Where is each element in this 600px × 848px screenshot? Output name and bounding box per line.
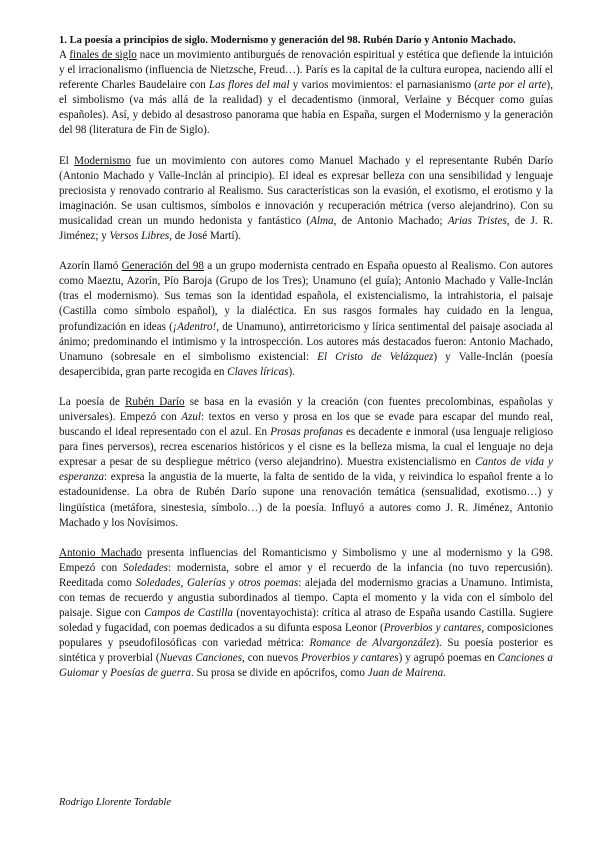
work-title: ¡Adentro! [172, 320, 217, 333]
work-title: Romance de Alvargonzález [309, 637, 436, 650]
term-ruben-dario: Rubén Darío [125, 395, 185, 408]
work-title: Claves líricas [227, 365, 289, 378]
work-title: arte por el arte [477, 79, 547, 92]
work-title: Alma [310, 214, 334, 227]
work-title: Versos Libres [109, 230, 170, 243]
work-title: Campos de Castilla [144, 607, 233, 620]
work-title: Soledades [123, 561, 168, 574]
work-title: El Cristo de Velázquez [317, 350, 434, 363]
term-antonio-machado: Antonio Machado [59, 546, 142, 559]
work-title: Prosas profanas [270, 426, 343, 439]
term-generacion-98: Generación del 98 [121, 260, 204, 273]
work-title: Nuevas Canciones [159, 652, 243, 665]
work-title: Canciones a Guiomar [59, 652, 553, 680]
work-title: Soledades, Galerías y otros poemas [135, 576, 299, 589]
work-title: Proverbios y cantares [301, 652, 399, 665]
paragraph-ruben-dario: La poesía de Rubén Darío se basa en la evasión y la creación (con fuentes precolombinas, españolas y universales). Empezó con Azul: textos en verso y prosa en los que se evade para escapar del mundo real, buscando el ideal representado con el azul. En Prosas profanas es decadente e inmoral (usa lenguaje religioso para fines perversos), recrea escenarios históricos y el cisne es la belleza misma, la cual el lenguaje no deja expresar a pesar de su despliegue métrico (verso alejandrino). Muestra existencialismo en Cantos de vida y esperanza: expresa la angustia de la muerte, la falta de sentido de la vida, y reivindica lo español frente a lo estadounidense. La obra de Rubén Darío supone una renovación temática (sensualidad, exotismo…) y lingüística (metáfora, sinestesia, símbolo…) de la poesía. Influyó a autores como J. R. Jiménez, Antonio Machado y los Novísimos. [59, 395, 554, 529]
page-title: 1. La poesía a principios de siglo. Modernismo y generación del 98. Rubén Darío y Antonio Machado. [59, 35, 516, 46]
paragraph-modernismo: El Modernismo fue un movimiento con autores como Manuel Machado y el representante Rubén Darío (Antonio Machado y Valle-Inclán al principio). El ideal es expresar belleza con una sensibilidad y lenguaje preciosista y renovado contrario al Realismo. Sus características son la evasión, el exotismo, el erotismo y la imaginación. Se usan cultismos, símbolos e innovación y recuperación métrica (verso alejandrino). Con su musicalidad crean un mundo hedonista y fantástico (Alma, de Antonio Machado; Arias Tristes, de J. R. Jiménez; y Versos Libres, de José Martí). [59, 154, 554, 243]
author-signature: Rodrigo Llorente Tordable [59, 797, 172, 808]
paragraph-generacion-98: Azorín llamó Generación del 98 a un grupo modernista centrado en España opuesto al Realismo. Con autores como Maeztu, Azorín, Pío Baroja (Grupo de los Tres); Unamuno (el guía); Antonio Machado y Valle-Inclán (tras el modernismo). Sus temas son la identidad española, el existencialismo, la intrahistoria, el paisaje (Castilla como símbolo español), y la dialéctica. En sus rasgos formales hay cuidado en la lengua, profundización en ideas (¡Adentro!, de Unamuno), antirretoricismo y lírica sentimental del paisaje asociada al ánimo; predominando el intimismo y la introspección. Los autores más destacados fueron: Antonio Machado, Unamuno (sobresale en el simbolismo existencial: El Cristo de Velázquez) y Valle-Inclán (poesía desapercibida, gran parte recogida en Claves líricas). [59, 260, 554, 378]
work-title: Azul [181, 410, 202, 423]
document-body [59, 34, 553, 697]
paragraph-antonio-machado: Antonio Machado presenta influencias del Romanticismo y Simbolismo y une al modernismo y la G98. Empezó con Soledades: modernista, sobre el amor y el recuerdo de la infancia (no tuvo repercusión). Reeditada como Soledades, Galerías y otros poemas: alejada del modernismo gracias a Unamuno. Intimista, con temas de recuerdo y angustia subordinados al tiempo. Capta el momento y la vida con el símbolo del paisaje. Sigue con Campos de Castilla (noventayochista): crítica al atraso de España usando Castilla. Sugiere soledad y fugacidad, con poemas dedicados a su difunta esposa Leonor (Proverbios y cantares, composiciones populares y pseudofilosóficas con variedad métrica: Romance de Alvargonzález). Su poesía posterior es sintética y proverbial (Nuevas Canciones, con nuevos Proverbios y cantares) y agrupó poemas en Canciones a Guiomar y Poesías de guerra. Su prosa se divide en apócrifos, como Juan de Mairena. [59, 546, 554, 680]
term-finales-de-siglo: finales de siglo [69, 49, 137, 61]
work-title: Cantos de vida y esperanza [59, 456, 553, 484]
work-title: Poesías de guerra [110, 667, 191, 680]
paragraph-fin-de-siglo: A finales de siglo nace un movimiento antiburgués de renovación espiritual y estética que defiende la intuición y el irracionalismo (influencia de Nietzsche, Freud…). París es la capital de la cultura europea, naciendo allí el referente Charles Baudelaire con Las flores del mal y varios movimientos: el parnasianismo (arte por el arte), el simbolismo (va más allá de la realidad) y el decadentismo (inmoral, Verlaine y Bécquer como guías españoles). Así, y debido al desastroso panorama que había en España, surgen el Modernismo y la generación del 98 (literatura de Fin de Siglo). [59, 49, 553, 137]
work-title: Proverbios y cantares [383, 622, 482, 635]
term-modernismo: Modernismo [74, 154, 131, 167]
work-title: Juan de Mairena [367, 667, 444, 680]
work-title: Arias Tristes [447, 214, 507, 227]
work-title: Las flores del mal [208, 79, 290, 92]
